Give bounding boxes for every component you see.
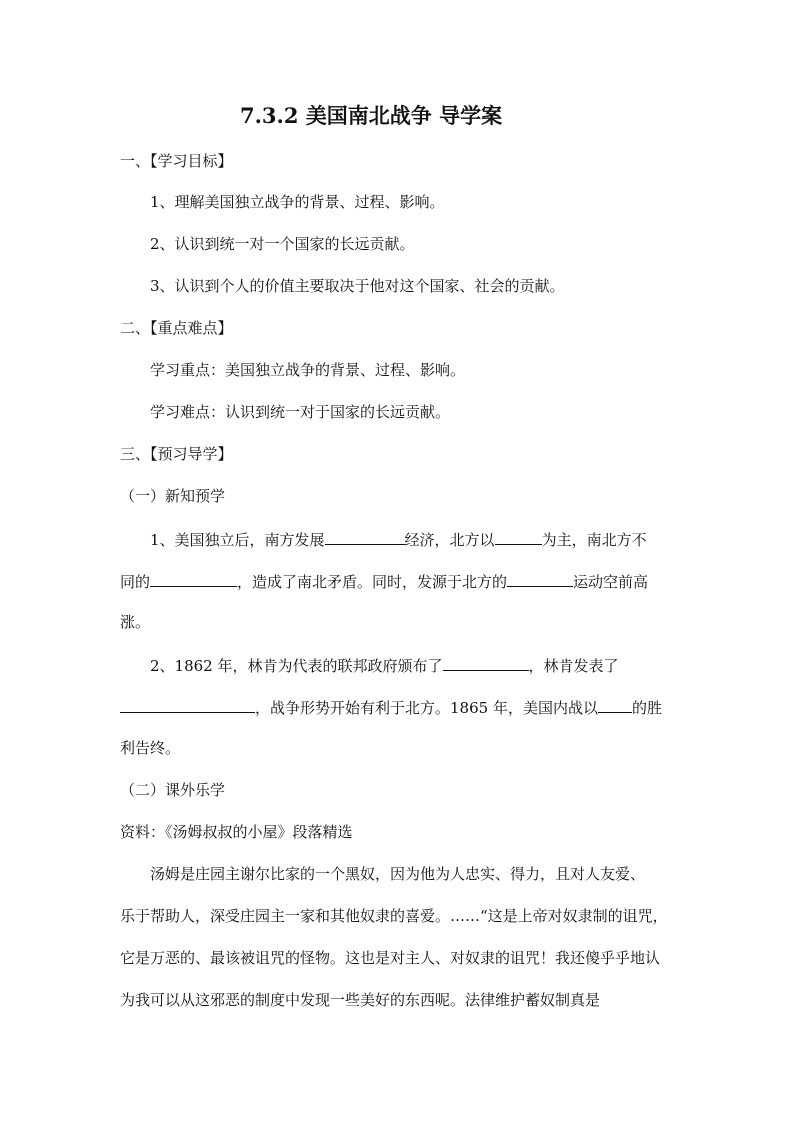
key-point-text: 学习重点：美国独立战争的背景、过程、影响。 (150, 361, 466, 379)
question-2-line-2 (120, 697, 662, 717)
question-text: 2、1862 年，林肯为代表的联邦政府颁布了 (150, 657, 443, 675)
question-2-line-1 (150, 655, 619, 675)
passage-line: 乐于帮助人，深受庄园主一家和其他奴隶的喜爱。……“这是上帝对奴隶制的诅咒， (120, 907, 668, 925)
question-1-line-1 (150, 529, 647, 549)
question-2-line-3: 利告终。 (120, 739, 181, 757)
objective-item: 2、认识到统一对一个国家的长远贡献。 (150, 235, 415, 253)
question-text: 经济，北方以 (404, 531, 495, 549)
objective-item: 3、认识到个人的价值主要取决于他对这个国家、社会的贡献。 (150, 277, 565, 295)
difficulty-text: 学习难点：认识到统一对于国家的长远贡献。 (150, 403, 451, 421)
question-1-line-2 (120, 571, 648, 591)
answer-blank[interactable] (598, 697, 632, 713)
question-text: ，造成了南北矛盾。同时，发源于北方的 (237, 573, 508, 591)
answer-blank[interactable] (150, 571, 237, 587)
page-title: 7.3.2 美国南北战争 导学案 (240, 103, 503, 128)
question-text: 同的 (120, 573, 151, 591)
material-title: 资料：《汤姆叔叔的小屋》段落精选 (120, 823, 353, 841)
subsection-heading-extracurricular: （二）课外乐学 (120, 781, 226, 799)
passage-line: 为我可以从这邪恶的制度中发现一些美好的东西呢。法律维护蓄奴制真是 (120, 991, 601, 1009)
section-heading-objectives: 一、【学习目标】 (120, 152, 233, 170)
question-text: ，林肯发表了 (528, 657, 619, 675)
passage-line: 它是万恶的、最该被诅咒的怪物。这也是对主人、对奴隶的诅咒！我还傻乎乎地认 (120, 949, 661, 967)
section-heading-key-points: 二、【重点难点】 (120, 319, 233, 337)
objective-item: 1、理解美国独立战争的背景、过程、影响。 (150, 193, 445, 211)
question-text: 为主，南北方不 (541, 531, 647, 549)
subsection-heading-new-knowledge: （一）新知预学 (120, 487, 226, 505)
question-1-line-3: 涨。 (120, 613, 151, 631)
question-text: ，战争形势开始有利于北方。1865 年，美国内战以 (255, 699, 598, 717)
question-text: 运动空前高 (573, 573, 649, 591)
answer-blank[interactable] (120, 697, 255, 713)
answer-blank[interactable] (443, 655, 529, 671)
question-text: 的胜 (631, 699, 662, 717)
answer-blank[interactable] (507, 571, 573, 587)
question-text: 1、美国独立后，南方发展 (150, 531, 325, 549)
answer-blank[interactable] (325, 529, 405, 545)
passage-line: 汤姆是庄园主谢尔比家的一个黑奴，因为他为人忠实、得力，且对人友爱、 (150, 865, 646, 883)
section-heading-preview: 三、【预习导学】 (120, 445, 233, 463)
answer-blank[interactable] (495, 529, 542, 545)
